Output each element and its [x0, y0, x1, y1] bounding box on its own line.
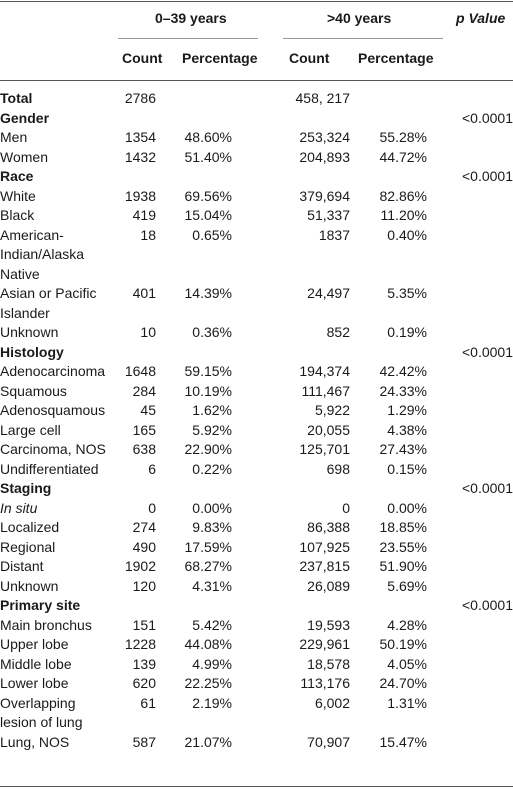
table-row: [0, 382, 513, 402]
pvalue-header: p Value: [456, 10, 506, 26]
cell-c2: [232, 343, 350, 363]
table-row: [0, 187, 513, 207]
data-table: [0, 89, 513, 752]
cell-p2: 5.35%: [387, 285, 427, 301]
table-row: [0, 128, 513, 148]
cell-c1: 61: [140, 694, 156, 711]
cell-c2: 19,593: [307, 616, 350, 633]
cell-c1: [110, 109, 156, 129]
cell-p: <0.0001: [462, 597, 513, 613]
cell-p2: 27.43%: [379, 441, 427, 457]
cell-c1: 620: [132, 675, 156, 691]
cell-p2: 51.90%: [379, 558, 427, 574]
cell-p: [427, 382, 513, 402]
cell-p1: 5.92%: [192, 421, 232, 438]
cell-c2: [232, 596, 350, 616]
cell-p2: 1.29%: [387, 402, 427, 418]
cell-p: <0.0001: [462, 168, 513, 184]
cell-p2: 55.28%: [379, 129, 427, 145]
cell-label: Gender: [0, 109, 50, 126]
cell-p: [427, 518, 513, 538]
cell-c2: 5,922: [314, 402, 350, 418]
cell-c1: 490: [132, 538, 156, 555]
cell-p: [427, 187, 513, 207]
cell-c2: 20,055: [307, 421, 350, 438]
cell-p2: 0.19%: [387, 324, 427, 340]
table-row: [0, 616, 513, 636]
cell-label: Localized: [0, 519, 60, 535]
cell-p1: [156, 343, 232, 363]
cell-p: [427, 674, 513, 694]
cell-c1: 2786: [124, 90, 156, 106]
cell-c1: 1432: [124, 148, 156, 165]
cell-p1: 59.15%: [184, 363, 232, 379]
cell-c2: 229,961: [299, 636, 350, 652]
cell-p1: 0.22%: [192, 460, 232, 477]
cell-c2: 107,925: [299, 538, 350, 555]
cell-c2: 194,374: [299, 363, 350, 379]
cell-p: <0.0001: [462, 343, 513, 360]
table-row: [0, 206, 513, 226]
top-rule: [0, 1, 513, 2]
table-row: [0, 421, 513, 441]
cell-p1: 44.08%: [184, 636, 232, 652]
cell-p2: 0.15%: [387, 460, 427, 477]
cell-p: [427, 148, 513, 168]
cell-label: In situ: [0, 499, 38, 516]
cell-c1: 139: [132, 655, 156, 672]
cell-p1: 68.27%: [184, 558, 232, 574]
cell-p1: 2.19%: [192, 694, 232, 711]
cell-p: <0.0001: [462, 480, 513, 496]
cell-c2: 237,815: [299, 558, 350, 574]
count2-header: Count: [289, 50, 330, 66]
cell-p1: 51.40%: [184, 148, 232, 165]
cell-c2: 24,497: [307, 285, 350, 301]
cell-p1: [156, 109, 232, 129]
cell-c1: 10: [140, 324, 156, 340]
cell-label: White: [0, 187, 36, 204]
table-row: [0, 538, 513, 558]
cell-p2: 82.86%: [379, 187, 427, 204]
cell-p2: 42.42%: [379, 363, 427, 379]
cell-c1: 45: [140, 402, 156, 418]
cell-p1: 15.04%: [184, 207, 232, 223]
cell-c1: [110, 167, 156, 187]
cell-c1: [110, 596, 156, 616]
cell-p2: [350, 167, 427, 187]
cell-p2: 44.72%: [379, 148, 427, 165]
cell-p2: 4.38%: [387, 421, 427, 438]
cell-c2: 111,467: [301, 382, 350, 399]
cell-p: [427, 440, 513, 460]
pct1-header: Percentage: [182, 50, 258, 66]
section-row: [0, 343, 513, 363]
section-row: [0, 596, 513, 616]
cell-p: [427, 89, 513, 109]
cell-p2: 24.33%: [379, 382, 427, 399]
cell-p2: 5.69%: [387, 577, 427, 594]
cell-p1: 5.42%: [192, 616, 232, 633]
table-row: [0, 362, 513, 382]
cell-label: Carcinoma, NOS: [0, 441, 106, 457]
cell-p: [427, 616, 513, 636]
cell-p1: 69.56%: [184, 187, 232, 204]
cell-c2: 26,089: [307, 577, 350, 594]
cell-c1: 401: [132, 285, 156, 301]
cell-p2: [350, 596, 427, 616]
table-row: [0, 557, 513, 577]
cell-c2: 379,694: [299, 187, 350, 204]
table-row: [0, 635, 513, 655]
cell-c1: 274: [132, 519, 156, 535]
cell-label: American-Indian/Alaska Native: [0, 226, 85, 282]
cell-c2: 6,002: [314, 694, 350, 711]
cell-label: Primary site: [0, 597, 81, 613]
cell-c2: 86,388: [307, 519, 350, 535]
cell-p2: [350, 89, 427, 109]
cell-label: Total: [0, 90, 33, 106]
table-row: [0, 577, 513, 597]
group2-header: >40 years: [327, 10, 392, 26]
cell-c1: 1648: [124, 363, 156, 379]
cell-label: Staging: [0, 480, 52, 496]
cell-c2: [232, 167, 350, 187]
cell-c2: 698: [326, 460, 350, 477]
cell-p1: 0.65%: [192, 226, 232, 243]
cell-c1: 120: [132, 577, 156, 594]
table-row: [0, 460, 513, 480]
cell-p2: [350, 479, 427, 499]
cell-label: Unknown: [0, 577, 59, 594]
cell-p1: 4.31%: [192, 577, 232, 594]
table-row: [0, 440, 513, 460]
cell-p1: 9.83%: [192, 519, 232, 535]
cell-c2: 458, 217: [295, 90, 350, 106]
cell-c1: 0: [148, 499, 156, 516]
cell-c2: 204,893: [299, 148, 350, 165]
cell-p2: 0.40%: [387, 226, 427, 243]
table-row: [0, 401, 513, 421]
cell-p: [427, 557, 513, 577]
cell-p: <0.0001: [462, 109, 513, 126]
cell-c1: 1228: [124, 636, 156, 652]
cell-c2: 125,701: [299, 441, 350, 457]
cell-p2: [350, 343, 427, 363]
section-row: [0, 167, 513, 187]
cell-p: [427, 226, 513, 285]
cell-c2: 70,907: [307, 733, 350, 750]
cell-p1: [156, 479, 232, 499]
table-row: [0, 694, 513, 733]
cell-c2: [232, 479, 350, 499]
cell-p1: 0.00%: [192, 499, 232, 516]
cell-p1: 22.90%: [184, 441, 232, 457]
table-row: [0, 226, 513, 285]
cell-label: Squamous: [0, 382, 67, 399]
cell-label: Middle lobe: [0, 655, 72, 672]
group1-header: 0–39 years: [155, 10, 227, 26]
cell-c2: 1837: [318, 226, 350, 243]
cell-c2: 51,337: [307, 207, 350, 223]
table-row: [0, 323, 513, 343]
cell-label: Men: [0, 129, 28, 145]
table-row: [0, 733, 513, 753]
cell-label: Adenocarcinoma: [0, 363, 106, 379]
cell-label: Adenosquamous: [0, 402, 106, 418]
table-row: [0, 674, 513, 694]
cell-label: Distant: [0, 558, 44, 574]
cell-c1: [110, 343, 156, 363]
cell-label: Histology: [0, 343, 64, 360]
cell-p1: 14.39%: [184, 285, 232, 301]
cell-c1: 1902: [124, 558, 156, 574]
cell-p1: [156, 89, 232, 109]
cell-p: [427, 323, 513, 343]
cell-p: [427, 128, 513, 148]
cell-c1: 6: [148, 460, 156, 477]
table-row: [0, 655, 513, 675]
cell-p: [427, 655, 513, 675]
cell-p2: 18.85%: [379, 519, 427, 535]
cell-c2: [232, 109, 350, 129]
cell-c2: 113,176: [300, 675, 350, 691]
cell-p1: 1.62%: [192, 402, 232, 418]
cell-c1: [110, 479, 156, 499]
group1-underline: [118, 38, 258, 39]
cell-p: [427, 362, 513, 382]
group2-underline: [283, 38, 443, 39]
cell-p: [427, 577, 513, 597]
cell-p: [427, 284, 513, 323]
table-row: [0, 518, 513, 538]
cell-p2: 50.19%: [379, 636, 427, 652]
cell-p1: 48.60%: [184, 129, 232, 145]
cell-c1: 284: [132, 382, 156, 399]
cell-p1: 4.99%: [192, 655, 232, 672]
cell-label: Black: [0, 207, 35, 223]
cell-label: Upper lobe: [0, 636, 69, 652]
cell-label: Large cell: [0, 421, 61, 438]
pct2-header: Percentage: [358, 50, 434, 66]
cell-p1: [156, 596, 232, 616]
cell-label: Lung, NOS: [0, 733, 70, 750]
cell-p: [427, 401, 513, 421]
cell-label: Unknown: [0, 324, 59, 340]
cell-c1: 1354: [124, 129, 156, 145]
table-row: [0, 148, 513, 168]
cell-p: [427, 421, 513, 441]
table-row: [0, 284, 513, 323]
cell-c2: 253,324: [299, 129, 350, 145]
cell-label: Race: [0, 168, 34, 184]
cell-c1: 18: [140, 226, 156, 243]
cell-p: [427, 538, 513, 558]
cell-p: [427, 733, 513, 753]
cell-p1: 22.25%: [184, 675, 232, 691]
cell-label: Regional: [0, 538, 56, 555]
cell-p2: 4.05%: [387, 655, 427, 672]
cell-p2: [350, 109, 427, 129]
cell-label: Overlapping lesion of lung: [0, 694, 83, 730]
cell-c1: 151: [132, 616, 156, 633]
cell-p1: [156, 167, 232, 187]
cell-p2: 4.28%: [387, 616, 427, 633]
cell-label: Women: [0, 148, 48, 165]
table-row: [0, 499, 513, 519]
cell-c2: 0: [342, 499, 350, 516]
cell-p2: 23.55%: [379, 538, 427, 555]
cell-p2: 15.47%: [379, 733, 427, 750]
cell-c2: 852: [326, 324, 350, 340]
cell-p2: 1.31%: [387, 694, 427, 711]
cell-label: Undifferentiated: [0, 460, 99, 477]
cell-c1: 165: [132, 421, 156, 438]
cell-p: [427, 460, 513, 480]
cell-p2: 0.00%: [387, 499, 427, 516]
cell-p1: 0.36%: [192, 324, 232, 340]
cell-c1: 419: [132, 207, 156, 223]
cell-label: Main bronchus: [0, 616, 92, 633]
cell-p1: 10.19%: [184, 382, 232, 399]
cell-p: [427, 206, 513, 226]
cell-p: [427, 499, 513, 519]
cell-c2: 18,578: [307, 655, 350, 672]
cell-label: Lower lobe: [0, 675, 69, 691]
cell-c1: 638: [132, 441, 156, 457]
section-row: [0, 109, 513, 129]
bottom-rule: [0, 786, 513, 787]
count1-header: Count: [122, 50, 163, 66]
cell-p1: 21.07%: [184, 733, 232, 750]
cell-c1: 587: [132, 733, 156, 750]
cell-p: [427, 635, 513, 655]
total-row: [0, 89, 513, 109]
cell-p2: 11.20%: [380, 207, 427, 223]
cell-p: [427, 694, 513, 733]
cell-label: Asian or Pacific Islander: [0, 285, 97, 321]
section-row: [0, 479, 513, 499]
cell-p1: 17.59%: [184, 538, 232, 555]
header-rule: [0, 80, 513, 81]
cell-p2: 24.70%: [379, 675, 427, 691]
cell-c1: 1938: [124, 187, 156, 204]
